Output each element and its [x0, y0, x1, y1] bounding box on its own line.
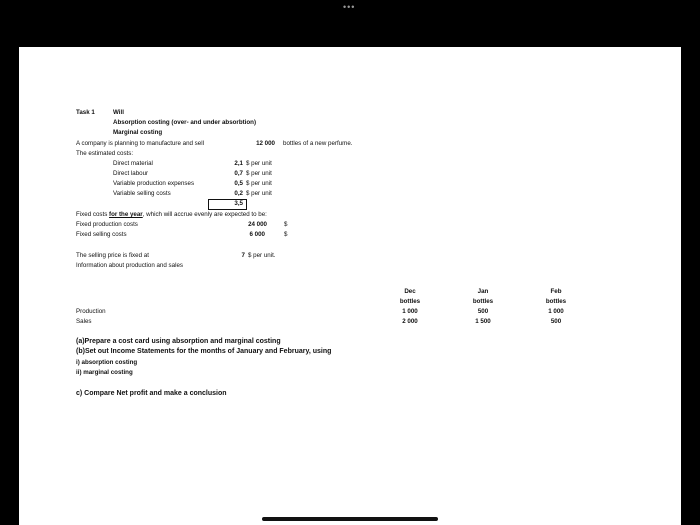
author-name: Will — [113, 109, 124, 116]
selling-price-value: 7 — [241, 252, 245, 259]
fixed-selling-value: 6 000 — [249, 231, 265, 238]
cost-value: 0,7 — [234, 170, 243, 177]
doc-title: Absorption costing (over- and under absorbtion) — [113, 119, 256, 126]
cost-value: 2,1 — [234, 160, 243, 167]
task-c: c) Compare Net profit and make a conclusion — [76, 390, 227, 397]
cost-label: Direct labour — [113, 170, 149, 177]
unit-header: bottles — [399, 298, 421, 305]
quantity-value: 12 000 — [256, 140, 275, 147]
doc-subtitle: Marginal costing — [113, 129, 163, 136]
month-header: Dec — [404, 288, 416, 295]
intro-line: A company is planning to manufacture and sell — [76, 140, 204, 147]
selling-price-label: The selling price is fixed at — [76, 252, 149, 259]
month-header: Jan — [477, 288, 489, 295]
cost-unit: $ per unit — [246, 190, 272, 197]
fixed-intro-emph: for the year — [109, 211, 143, 218]
task-label: Task 1 — [76, 109, 95, 116]
estimated-costs-label: The estimated costs: — [76, 150, 134, 157]
row-label-production: Production — [76, 308, 106, 315]
total-value: 3,5 — [234, 200, 243, 207]
task-b-ii: ii) marginal costing — [76, 369, 133, 376]
document-page — [19, 47, 681, 525]
home-indicator[interactable] — [262, 517, 438, 521]
task-b-i: i) absorption costing — [76, 359, 138, 366]
fixed-selling-label: Fixed selling costs — [76, 231, 127, 238]
cost-unit: $ per unit — [246, 160, 272, 167]
fixed-production-value: 24 000 — [248, 221, 267, 228]
fixed-intro-post: , which will accrue evenly are expected to be: — [142, 211, 267, 218]
table-cell: 500 — [550, 318, 562, 325]
table-cell: 1 500 — [475, 318, 491, 325]
cost-unit: $ per unit — [246, 180, 272, 187]
row-label-sales: Sales — [76, 318, 92, 325]
fixed-selling-unit: $ — [284, 231, 288, 238]
product-text: bottles of a new perfume. — [283, 140, 353, 147]
cost-label: Variable production expenses — [113, 180, 195, 187]
table-cell: 1 000 — [548, 308, 564, 315]
task-b: (b)Set out Income Statements for the months of January and February, using — [76, 348, 332, 355]
fixed-production-unit: $ — [284, 221, 288, 228]
unit-header: bottles — [545, 298, 567, 305]
info-label: Information about production and sales — [76, 262, 183, 269]
table-cell: 1 000 — [402, 308, 418, 315]
cost-value: 0,2 — [234, 190, 243, 197]
month-header: Feb — [550, 288, 562, 295]
fixed-production-label: Fixed production costs — [76, 221, 138, 228]
cost-label: Direct material — [113, 160, 153, 167]
fixed-costs-intro — [76, 211, 267, 219]
table-cell: 500 — [477, 308, 489, 315]
cost-label: Variable selling costs — [113, 190, 171, 197]
table-cell: 2 000 — [402, 318, 418, 325]
total-cell[interactable] — [208, 199, 247, 210]
selling-price-unit: $ per unit. — [248, 252, 276, 259]
cost-unit: $ per unit — [246, 170, 272, 177]
more-dots-icon[interactable]: ••• — [343, 2, 356, 12]
task-a: (a)Prepare a cost card using absorption and marginal costing — [76, 338, 281, 345]
cost-value: 0,5 — [234, 180, 243, 187]
unit-header: bottles — [472, 298, 494, 305]
fixed-intro-pre: Fixed costs — [76, 211, 110, 218]
